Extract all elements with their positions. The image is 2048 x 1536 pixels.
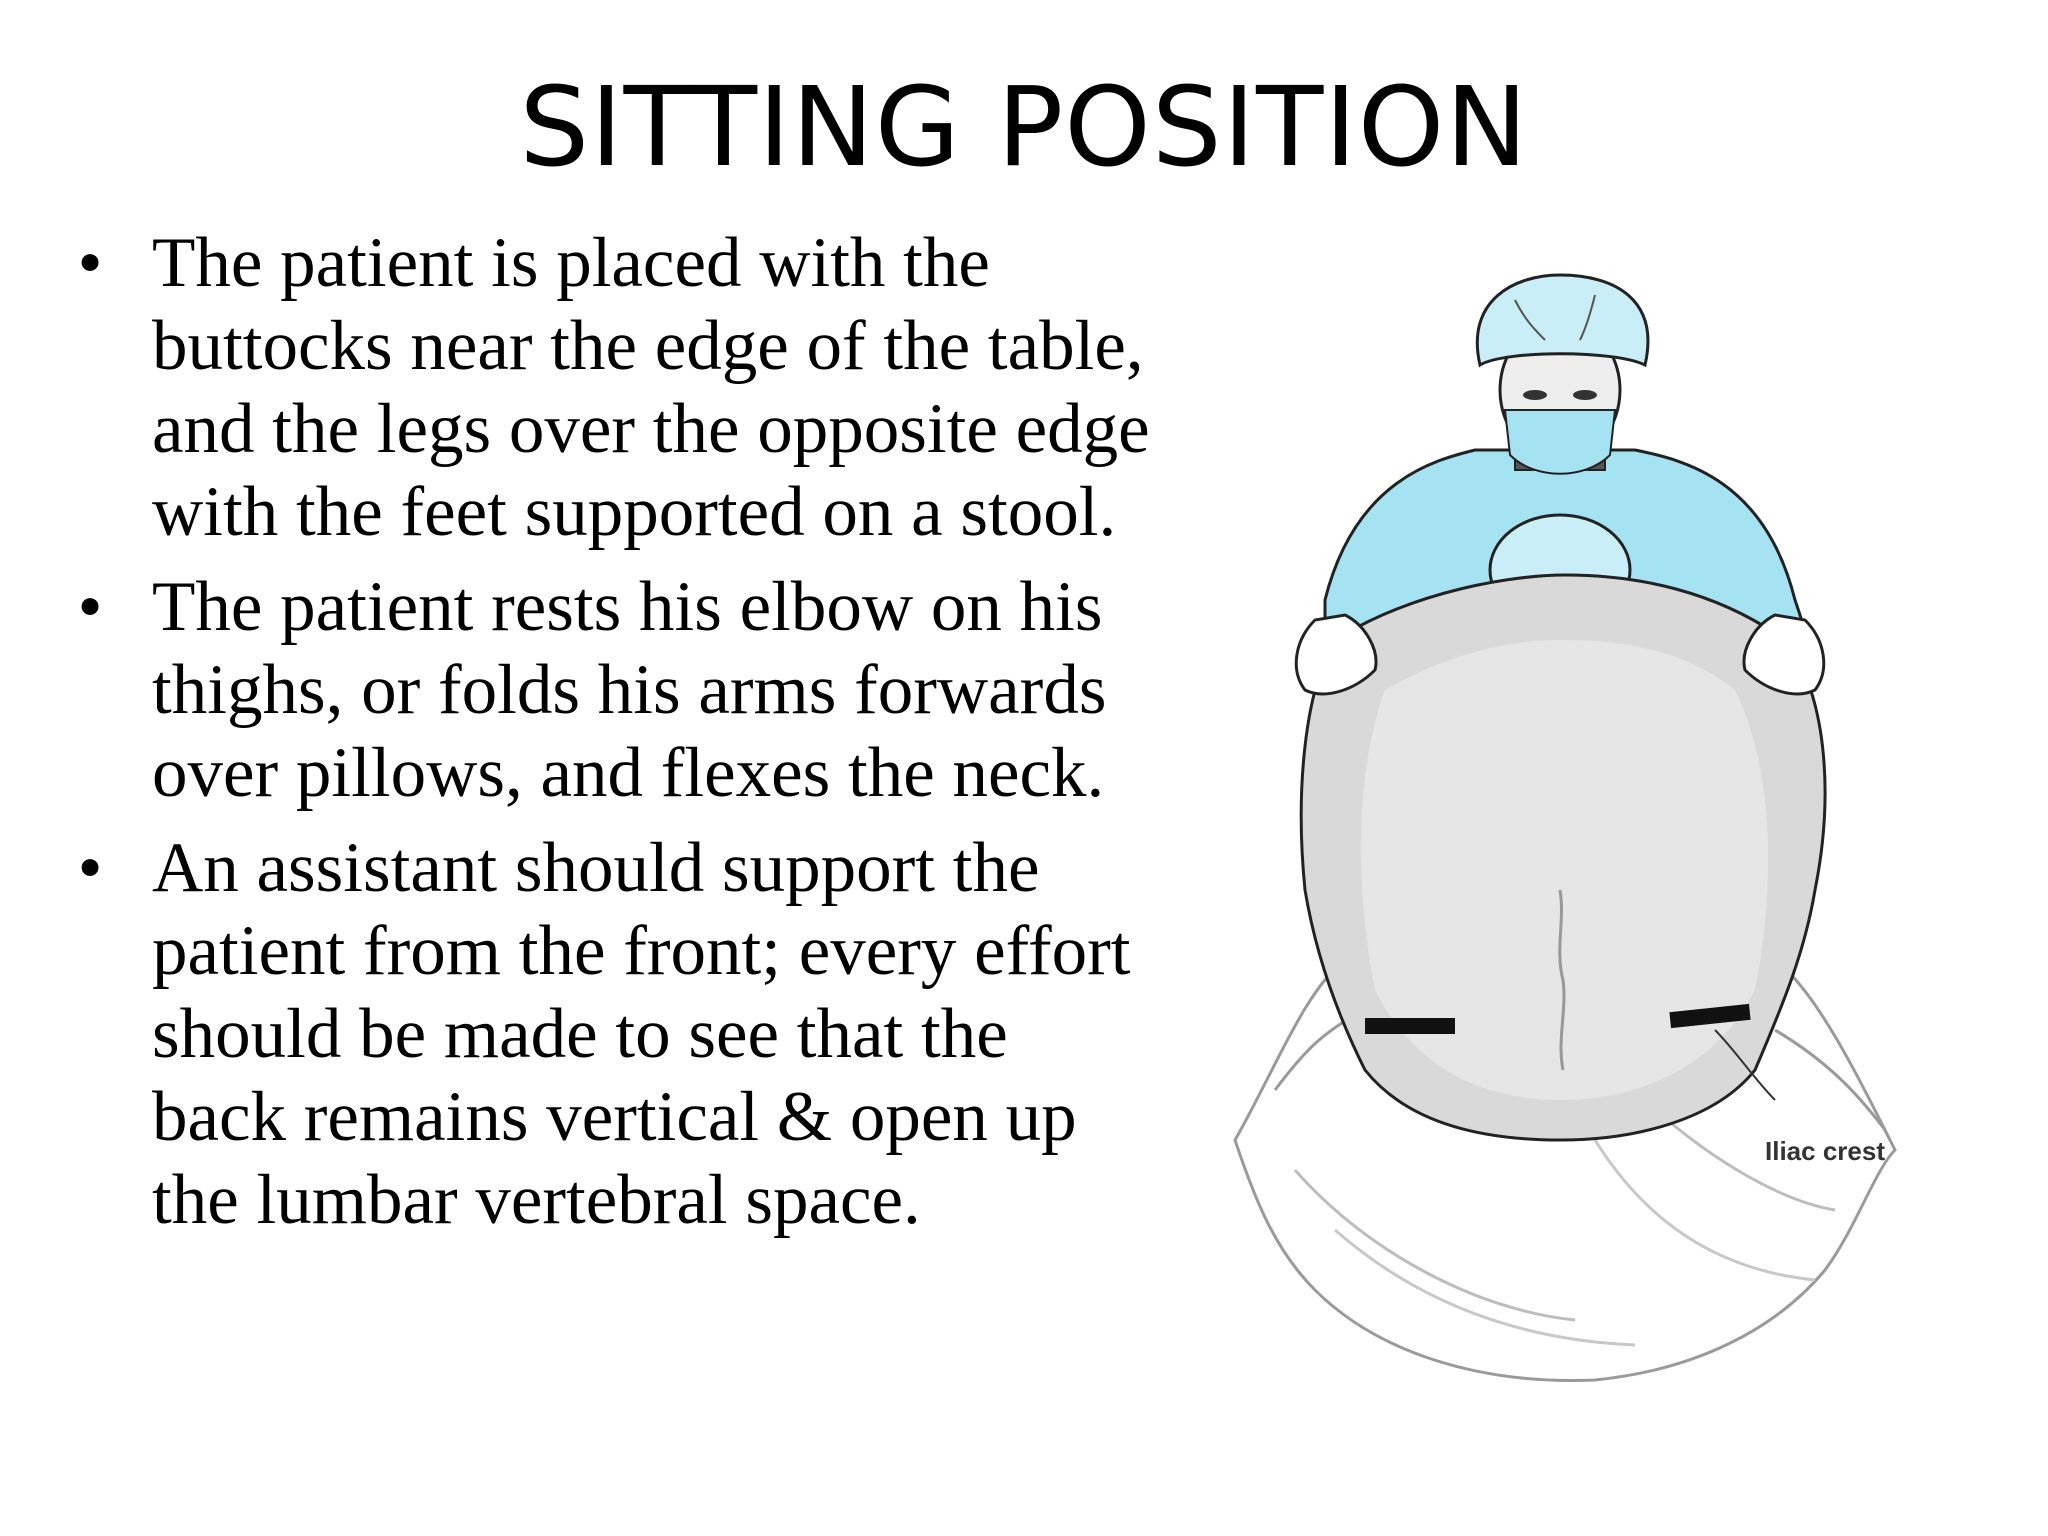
bullet-text: The patient rests his elbow on his thighs, or folds his arms forwards over pillows, and flexes the neck.: [152, 568, 1107, 812]
bullet-marker: •: [77, 829, 103, 907]
bullet-item: [70, 827, 1150, 1242]
bullet-item: [70, 566, 1150, 815]
bullet-text: An assistant should support the patient from the front; every effort should be made to see that the back remains vertical & open up the lumbar vertebral space.: [152, 829, 1131, 1239]
sitting-position-illustration: [1215, 270, 1915, 1450]
illustration-svg: [1215, 270, 1915, 1450]
assistant-eye: [1573, 390, 1597, 400]
assistant-mask: [1505, 410, 1615, 474]
bullet-marker: •: [77, 224, 103, 302]
bullet-list: [70, 222, 1150, 1254]
assistant-eye: [1523, 390, 1547, 400]
bullet-text: The patient is placed with the buttocks near the edge of the table, and the legs over the opposite edge with the feet supported on a stool.: [152, 224, 1150, 551]
iliac-crest-marker-left: [1365, 1018, 1455, 1034]
bullet-item: [70, 222, 1150, 554]
assistant-cap: [1477, 275, 1648, 365]
bullet-marker: •: [77, 568, 103, 646]
iliac-crest-label: Iliac crest: [1765, 1136, 1885, 1166]
slide-title: SITTING POSITION: [519, 63, 1529, 191]
